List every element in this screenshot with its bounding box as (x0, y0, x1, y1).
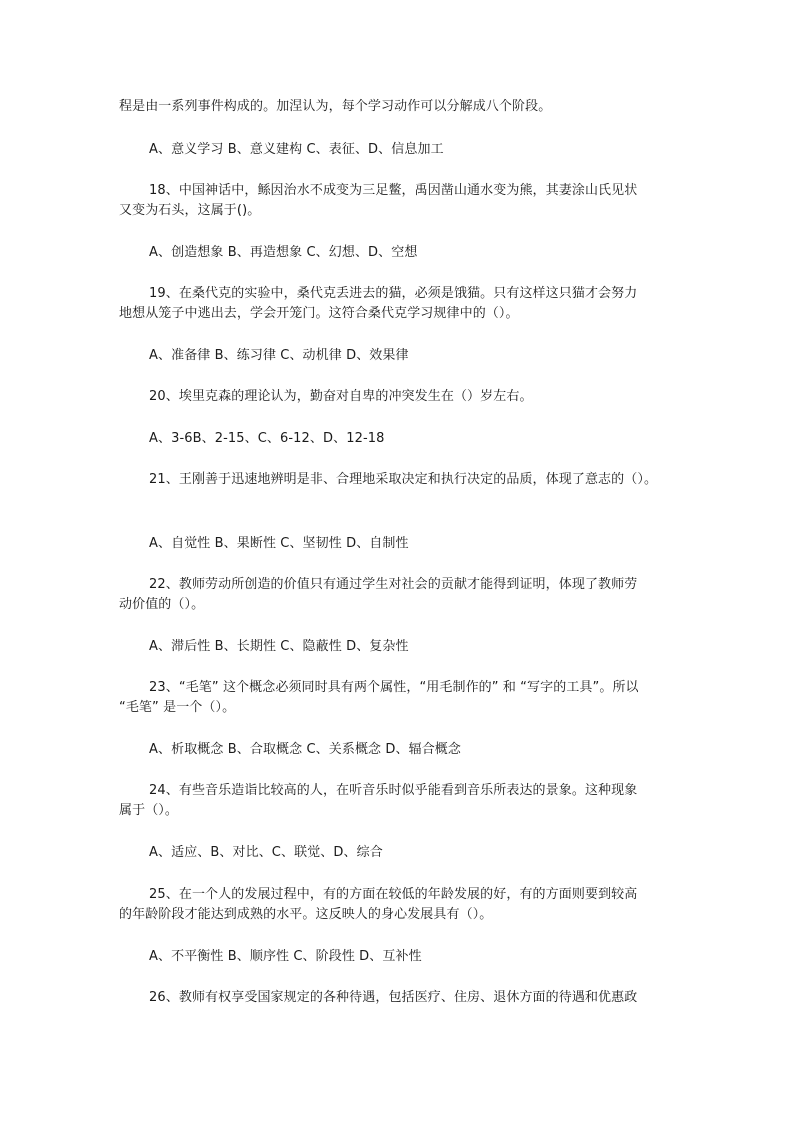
answer-options: A、意义学习 B、意义建构 C、表征、D、信息加工 (149, 142, 444, 157)
answer-options: A、滞后性 B、长期性 C、隐蔽性 D、复杂性 (149, 639, 409, 654)
question-line: 属于（）。 (119, 803, 179, 818)
answer-options: A、不平衡性 B、顺序性 C、阶段性 D、互补性 (149, 949, 422, 964)
question-line: 地想从笼子中逃出去，学会开笼门。这符合桑代克学习规律中的（）。 (119, 306, 519, 321)
question-line: 24、有些音乐造诣比较高的人，在听音乐时似乎能看到音乐所表达的景象。这种现象 (149, 783, 638, 798)
question-line: 19、在桑代克的实验中，桑代克丢进去的猫，必须是饿猫。只有这样这只猫才会努力 (149, 286, 638, 301)
question-line: 26、教师有权享受国家规定的各种待遇，包括医疗、住房、退休方面的待遇和优惠政 (149, 990, 638, 1005)
question-line: 23、“毛笔” 这个概念必须同时具有两个属性，“用毛制作的” 和 “写字的工具”。所以 (149, 680, 639, 695)
question-line: “毛笔” 是一个（）。 (119, 700, 236, 715)
question-line: 25、在一个人的发展过程中，有的方面在较低的年龄发展的好，有的方面则要到较高 (149, 887, 638, 902)
text-line: 程是由一系列事件构成的。加涅认为，每个学习动作可以分解成八个阶段。 (119, 99, 552, 114)
question-line: 22、教师劳动所创造的价值只有通过学生对社会的贡献才能得到证明，体现了教师劳 (149, 577, 638, 592)
answer-options: A、准备律 B、练习律 C、动机律 D、效果律 (149, 348, 409, 363)
question-line: 动价值的（）。 (119, 597, 205, 612)
question-line: 21、王刚善于迅速地辨明是非、合理地采取决定和执行决定的品质，体现了意志的（）。 (149, 472, 658, 487)
answer-options: A、适应、B、对比、C、联觉、D、综合 (149, 845, 383, 860)
answer-options: A、3-6B、2-15、C、6-12、D、12-18 (149, 431, 385, 446)
question-line: 的年龄阶段才能达到成熟的水平。这反映人的身心发展具有（）。 (119, 907, 493, 922)
question-line: 又变为石头，这属于()。 (119, 203, 261, 218)
answer-options: A、析取概念 B、合取概念 C、关系概念 D、辐合概念 (149, 742, 461, 757)
answer-options: A、创造想象 B、再造想象 C、幻想、D、空想 (149, 245, 418, 260)
answer-options: A、自觉性 B、果断性 C、坚韧性 D、自制性 (149, 536, 409, 551)
question-line: 18、中国神话中，鲧因治水不成变为三足鳖，禹因凿山通水变为熊，其妻涂山氏见状 (149, 183, 638, 198)
question-line: 20、埃里克森的理论认为，勤奋对自卑的冲突发生在（）岁左右。 (149, 389, 533, 404)
